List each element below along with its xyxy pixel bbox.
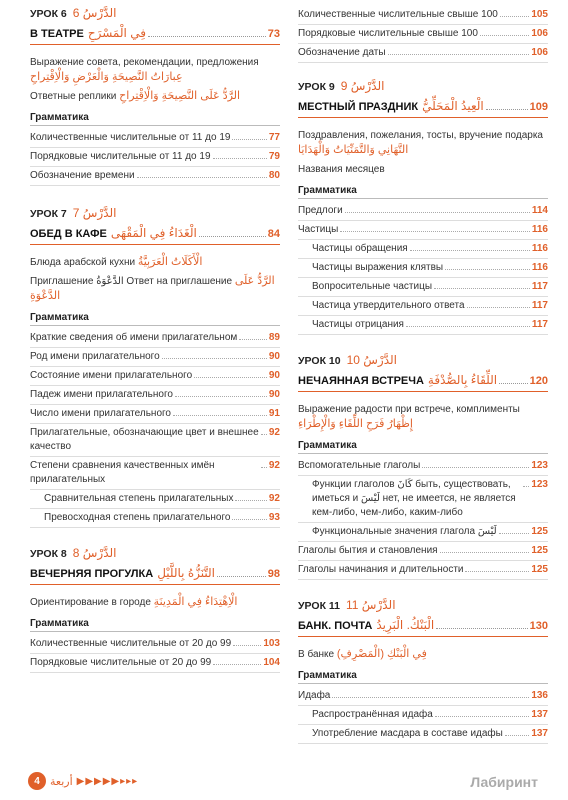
lesson-title-row[interactable] <box>30 226 280 245</box>
page-number: 125 <box>531 564 548 575</box>
lesson-title: ВЕЧЕРНЯЯ ПРОГУЛКА <box>30 568 154 580</box>
toc-item-text: Количественные числительные от 11 до 19 <box>30 132 231 143</box>
lesson-title-arabic: الْغَدَاءُ فِي الْمَقْهَى <box>110 226 197 240</box>
toc-item-text: Частицы выражения клятвы <box>312 262 444 273</box>
page-number: 137 <box>531 728 548 739</box>
page-number: 90 <box>268 351 280 362</box>
page-number: 130 <box>529 620 548 632</box>
page-number: 89 <box>268 332 280 343</box>
toc-item[interactable] <box>298 44 548 63</box>
phrase-arabic: إِظْهَارُ فَرَحِ اللِّقَاءِ وَالْإِطْرَاءِ <box>298 418 413 430</box>
phrase <box>30 595 280 610</box>
toc-item-text: Порядковые числительные от 11 до 19 <box>30 151 211 162</box>
lesson-title-row[interactable] <box>298 373 548 392</box>
lesson-label-arabic: الدَّرْسُ 10 <box>346 353 398 367</box>
lesson-title: В ТЕАТРЕ <box>30 28 84 40</box>
phrase <box>30 55 280 85</box>
phrase <box>30 274 280 304</box>
lesson-title-arabic: فِي الْمَسْرَحِ <box>87 26 146 40</box>
leader-dots <box>213 158 267 159</box>
page-number: 116 <box>531 224 548 235</box>
grammar-title: Грамматика <box>30 618 280 632</box>
page-number: 92 <box>268 427 280 438</box>
phrase-text: Ответные реплики <box>30 91 117 102</box>
page-number-word: أربعة <box>50 775 73 788</box>
leader-dots <box>435 716 530 717</box>
toc-item-text: Количественные числительные от 20 до 99 <box>30 638 232 649</box>
page-number: 90 <box>268 389 280 400</box>
toc-subitem[interactable] <box>298 240 548 259</box>
leader-dots <box>173 415 267 416</box>
page-number: 117 <box>531 319 548 330</box>
leader-dots <box>406 326 530 327</box>
leader-dots <box>388 54 530 55</box>
grammar-title: Грамматика <box>30 112 280 126</box>
lesson-title-row[interactable] <box>298 618 548 637</box>
lesson-label-arabic: الدَّرْسُ 6 <box>72 6 117 20</box>
leader-dots <box>445 269 530 270</box>
page-number: 125 <box>531 526 548 537</box>
toc-subitem[interactable] <box>298 523 548 542</box>
leader-dots <box>480 35 529 36</box>
lesson-header <box>30 206 280 226</box>
grammar-title: Грамматика <box>298 440 548 454</box>
toc-item-text: Идафа <box>298 690 331 701</box>
toc-item-text: Функции глаголов كَانَ быть, существовать, иметься и لَيْسَ нет, не имеется, не является кем-либо, чем-либо, каким-либо <box>312 479 516 518</box>
lesson-9 <box>298 73 548 335</box>
page-number: 77 <box>268 132 280 143</box>
page-number: 105 <box>531 9 548 20</box>
leader-dots <box>345 212 530 213</box>
toc-item-text: Вспомогательные глаголы <box>298 460 421 471</box>
toc-subitem[interactable] <box>298 278 548 297</box>
page-number: 123 <box>531 460 548 471</box>
toc-item-text: Частица утвердительного ответа <box>312 300 465 311</box>
phrase-text: В банке <box>298 649 335 660</box>
toc-subitem[interactable] <box>298 259 548 278</box>
page-number: 92 <box>268 460 280 471</box>
phrase-arabic: الْأَكَلَاتُ الْعَرَبِيَّةُ <box>137 256 203 268</box>
phrase <box>30 89 280 104</box>
toc-item[interactable] <box>298 542 548 561</box>
leader-dots <box>162 358 267 359</box>
toc-item[interactable] <box>298 25 548 44</box>
toc-subitem[interactable] <box>30 490 280 509</box>
lesson-7 <box>30 200 280 528</box>
phrase-text: Поздравления, пожелания, тосты, вручение подарка <box>298 130 543 141</box>
toc-item-text: Порядковые числительные от 20 до 99 <box>30 657 212 668</box>
toc-item[interactable] <box>298 561 548 580</box>
toc-item[interactable] <box>30 329 280 348</box>
page-number: 80 <box>268 170 280 181</box>
leader-dots <box>239 339 267 340</box>
phrase <box>298 128 548 158</box>
lesson-title-row[interactable] <box>298 99 548 118</box>
lesson-header <box>298 598 548 618</box>
left-column <box>30 0 280 673</box>
lesson-title: МЕСТНЫЙ ПРАЗДНИК <box>298 101 419 113</box>
lesson-label-arabic: الدَّرْسُ 8 <box>72 546 117 560</box>
toc-item[interactable] <box>30 424 280 457</box>
toc-item[interactable] <box>30 348 280 367</box>
toc-item-text: Превосходная степень прилагательного <box>44 512 231 523</box>
leader-dots <box>499 383 528 384</box>
page-number: 84 <box>267 228 280 240</box>
leader-dots <box>217 576 266 577</box>
toc-item[interactable] <box>30 148 280 167</box>
leader-dots <box>523 486 529 487</box>
toc-item-text: Прилагательные, обозначающие цвет и внешнее качество <box>30 427 259 452</box>
toc-item[interactable] <box>298 202 548 221</box>
page-number: 106 <box>531 47 548 58</box>
lesson-title-arabic: الْبَنْكُ. الْبَرِيدُ <box>376 618 435 632</box>
leader-dots <box>434 288 530 289</box>
page-number: 93 <box>268 512 280 523</box>
lesson-title: ОБЕД В КАФЕ <box>30 228 107 240</box>
leader-dots <box>175 396 267 397</box>
page-footer <box>28 772 138 790</box>
leader-dots <box>332 697 529 698</box>
toc-item-text: Число имени прилагательного <box>30 408 171 419</box>
lesson-label-arabic: الدَّرْسُ 9 <box>340 79 385 93</box>
toc-subitem[interactable] <box>298 706 548 725</box>
toc-item-text: Вопросительные частицы <box>312 281 432 292</box>
grammar-title: Грамматика <box>298 185 548 199</box>
lesson-label-arabic: الدَّرْسُ 11 <box>346 598 396 612</box>
page-number: 136 <box>531 690 548 701</box>
toc-item-text: Краткие сведения об имени прилагательном <box>30 332 238 343</box>
page-number: 114 <box>531 205 548 216</box>
page-number: 73 <box>267 28 280 40</box>
toc-item[interactable] <box>30 386 280 405</box>
phrase <box>298 402 548 432</box>
toc-subitem[interactable] <box>30 509 280 528</box>
page-number: 91 <box>268 408 280 419</box>
toc-item-text: Порядковые числительные свыше 100 <box>298 28 478 39</box>
leader-dots <box>213 664 261 665</box>
phrase-arabic: الرَّدُّ عَلَى النَّصِيحَةِ وَالْاِقْتِراحِ <box>119 90 241 102</box>
toc-item[interactable] <box>30 167 280 186</box>
toc-item-text: Степени сравнения качественных имён прилагательных <box>30 460 215 485</box>
grammar-title: Грамматика <box>30 312 280 326</box>
toc-item[interactable] <box>298 6 548 25</box>
phrase <box>298 162 548 177</box>
leader-dots <box>465 571 529 572</box>
lesson-title: БАНК. ПОЧТА <box>298 620 373 632</box>
page-number: 98 <box>267 568 280 580</box>
continued-items <box>298 0 548 63</box>
leader-dots <box>194 377 267 378</box>
lesson-title-arabic: التَّنَزُّهُ بِاللَّيْلِ <box>157 566 215 580</box>
watermark: Лабиринт <box>470 774 538 790</box>
lesson-title-arabic: الْعِيدُ الْمَحَلِّيُّ <box>422 99 484 113</box>
leader-dots <box>232 519 266 520</box>
toc-item-text: Функциональные значения глагола لَيْسَ <box>312 526 497 537</box>
leader-dots <box>505 735 529 736</box>
phrase-text: Названия месяцев <box>298 164 385 175</box>
right-column <box>298 0 548 744</box>
leader-dots <box>199 236 266 237</box>
toc-item[interactable] <box>30 635 280 654</box>
leader-dots <box>436 628 527 629</box>
toc-item-text: Употребление масдара в составе идафы <box>312 728 503 739</box>
lesson-header <box>30 6 280 26</box>
leader-dots <box>340 231 530 232</box>
toc-subitem[interactable] <box>298 476 548 523</box>
lesson-8 <box>30 540 280 673</box>
toc-item-text: Падеж имени прилагательного <box>30 389 173 400</box>
leader-dots <box>422 467 529 468</box>
toc-item-text: Сравнительная степень прилагательных <box>44 493 234 504</box>
leader-dots <box>440 552 530 553</box>
lesson-label: УРОК 7 <box>30 208 67 220</box>
toc-item[interactable] <box>30 367 280 386</box>
phrase-text: Выражение радости при встрече, комплименты <box>298 404 520 415</box>
toc-item-text: Количественные числительные свыше 100 <box>298 9 498 20</box>
page-number: 120 <box>529 375 548 387</box>
leader-dots <box>148 36 266 37</box>
lesson-label-arabic: الدَّرْسُ 7 <box>72 206 117 220</box>
page-number: 137 <box>531 709 548 720</box>
toc-item-text: Частицы <box>298 224 339 235</box>
leader-dots <box>137 177 267 178</box>
toc-item[interactable] <box>298 687 548 706</box>
phrase-arabic: فِي الْبَنْكِ (الْمَصْرِفِ) <box>336 648 427 660</box>
lesson-header <box>30 546 280 566</box>
page-number: 109 <box>529 101 548 113</box>
toc-item-text: Состояние имени прилагательного <box>30 370 193 381</box>
toc-item[interactable] <box>30 129 280 148</box>
toc-item-text: Частицы обращения <box>312 243 408 254</box>
lesson-label: УРОК 10 <box>298 355 341 367</box>
leader-dots <box>232 139 266 140</box>
leader-dots <box>261 467 267 468</box>
lesson-title-arabic: اللِّقَاءُ بِالصُّدْفَةِ <box>427 373 498 387</box>
phrase-text: Выражение совета, рекомендации, предложения <box>30 57 259 68</box>
lesson-label: УРОК 8 <box>30 548 67 560</box>
page-number: 104 <box>263 657 280 668</box>
toc-item-text: Род имени прилагательного <box>30 351 160 362</box>
toc-item-text: Глаголы начинания и длительности <box>298 564 464 575</box>
toc-item[interactable] <box>30 654 280 673</box>
phrase-text: Ориентирование в городе <box>30 597 151 608</box>
lesson-11 <box>298 592 548 744</box>
phrase-text: Приглашение الدَّعْوَةُ Ответ на приглашение <box>30 276 233 287</box>
phrase-arabic: الرَّدُّ عَلَى الدَّعْوَةِ <box>30 275 275 302</box>
grammar-title: Грамматика <box>298 670 548 684</box>
page-number: 106 <box>531 28 548 39</box>
toc-item-text: Распространённая идафа <box>312 709 433 720</box>
lesson-label: УРОК 9 <box>298 81 335 93</box>
lesson-title-row[interactable] <box>30 26 280 45</box>
toc-item-text: Обозначение времени <box>30 170 135 181</box>
toc-subitem[interactable] <box>298 297 548 316</box>
leader-dots <box>410 250 530 251</box>
lesson-label: УРОК 11 <box>298 600 340 612</box>
phrase <box>30 255 280 270</box>
toc-item[interactable] <box>30 457 280 490</box>
page-number: 79 <box>268 151 280 162</box>
toc-item-text: Частицы отрицания <box>312 319 404 330</box>
leader-dots <box>486 109 528 110</box>
phrase-arabic: الْاِهْتِدَاءُ فِي الْمَدِينَةِ <box>153 596 238 608</box>
page-number: 117 <box>531 281 548 292</box>
toc-subitem[interactable] <box>298 316 548 335</box>
phrase-arabic: التَّهَانِي وَالتَّمَنِّيَاتُ وَالْهَدَايَا <box>298 144 409 156</box>
arrow-decoration-icon: ▶▶▶▶▶▸▸▸ <box>76 775 139 787</box>
toc-item-text: Глаголы бытия и становления <box>298 545 438 556</box>
page-number: 92 <box>268 493 280 504</box>
lesson-header <box>298 79 548 99</box>
lesson-title: НЕЧАЯННАЯ ВСТРЕЧА <box>298 375 424 387</box>
leader-dots <box>261 434 267 435</box>
page-number: 103 <box>263 638 280 649</box>
toc-item[interactable] <box>30 405 280 424</box>
lesson-6 <box>30 0 280 186</box>
toc-item[interactable] <box>298 457 548 476</box>
page-number-badge: 4 <box>28 772 46 790</box>
page-number: 125 <box>531 545 548 556</box>
leader-dots <box>467 307 530 308</box>
toc-item-text: Обозначение даты <box>298 47 386 58</box>
lesson-label: УРОК 6 <box>30 8 67 20</box>
page-number: 116 <box>531 262 548 273</box>
page-number: 90 <box>268 370 280 381</box>
leader-dots <box>235 500 266 501</box>
toc-item-text: Предлоги <box>298 205 343 216</box>
leader-dots <box>233 645 261 646</box>
toc-subitem[interactable] <box>298 725 548 744</box>
leader-dots <box>499 533 530 534</box>
phrase <box>298 647 548 662</box>
lesson-title-row[interactable] <box>30 566 280 585</box>
leader-dots <box>500 16 529 17</box>
page-number: 117 <box>531 300 548 311</box>
page-number: 123 <box>531 479 548 490</box>
toc-item[interactable] <box>298 221 548 240</box>
phrase-text: Блюда арабской кухни <box>30 257 136 268</box>
lesson-10 <box>298 347 548 580</box>
lesson-header <box>298 353 548 373</box>
page-number: 116 <box>531 243 548 254</box>
phrase-arabic: عِبارَاتُ النَّصِيحَةِ وَالْعَرْضِ وَالْاِقْتِراحِ <box>30 71 183 83</box>
